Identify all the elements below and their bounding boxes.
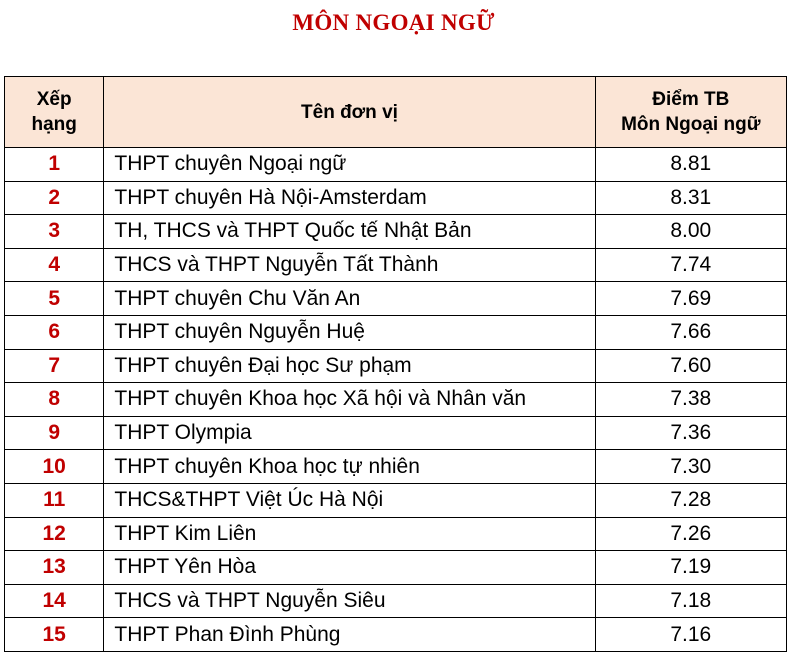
table-row <box>5 551 787 585</box>
table-row <box>5 315 787 349</box>
school-name-cell: THPT chuyên Khoa học tự nhiên <box>104 450 595 484</box>
rank-cell: 1 <box>5 148 104 182</box>
school-name-cell: THPT chuyên Đại học Sư phạm <box>104 349 595 383</box>
school-name-cell: THPT Phan Đình Phùng <box>104 618 595 652</box>
score-cell: 8.00 <box>595 215 786 249</box>
table-row <box>5 416 787 450</box>
rank-cell: 4 <box>5 248 104 282</box>
rank-cell: 7 <box>5 349 104 383</box>
school-name-cell: THCS và THPT Nguyễn Siêu <box>104 584 595 618</box>
score-cell: 8.31 <box>595 181 786 215</box>
rank-cell: 13 <box>5 551 104 585</box>
school-name-cell: THPT chuyên Nguyễn Huệ <box>104 315 595 349</box>
table-row <box>5 148 787 182</box>
rank-cell: 11 <box>5 483 104 517</box>
rank-cell: 12 <box>5 517 104 551</box>
table-row <box>5 215 787 249</box>
header-name-label: Tên đơn vị <box>301 101 398 123</box>
school-name-cell: THPT chuyên Hà Nội-Amsterdam <box>104 181 595 215</box>
header-name <box>104 77 595 148</box>
school-name-cell: THPT chuyên Ngoại ngữ <box>104 148 595 182</box>
school-name-cell: THPT chuyên Chu Văn An <box>104 282 595 316</box>
score-cell: 7.36 <box>595 416 786 450</box>
header-score-line2: Môn Ngoại ngữ <box>621 114 761 135</box>
score-cell: 7.60 <box>595 349 786 383</box>
score-cell: 7.74 <box>595 248 786 282</box>
rank-cell: 10 <box>5 450 104 484</box>
table-row <box>5 483 787 517</box>
score-cell: 7.30 <box>595 450 786 484</box>
score-cell: 7.66 <box>595 315 786 349</box>
school-name-cell: THPT Kim Liên <box>104 517 595 551</box>
table-row <box>5 181 787 215</box>
score-cell: 7.69 <box>595 282 786 316</box>
score-cell: 7.26 <box>595 517 786 551</box>
score-cell: 7.38 <box>595 383 786 417</box>
rank-cell: 6 <box>5 315 104 349</box>
rank-cell: 9 <box>5 416 104 450</box>
rank-cell: 5 <box>5 282 104 316</box>
rank-cell: 14 <box>5 584 104 618</box>
rank-cell: 2 <box>5 181 104 215</box>
rank-cell: 15 <box>5 618 104 652</box>
table-row <box>5 282 787 316</box>
rank-cell: 8 <box>5 383 104 417</box>
school-name-cell: THPT Olympia <box>104 416 595 450</box>
table-row <box>5 248 787 282</box>
ranking-table <box>4 76 787 652</box>
header-rank-line1: Xếp <box>36 89 72 110</box>
school-name-cell: THCS và THPT Nguyễn Tất Thành <box>104 248 595 282</box>
table-row <box>5 383 787 417</box>
table-row <box>5 349 787 383</box>
school-name-cell: THCS&THPT Việt Úc Hà Nội <box>104 483 595 517</box>
rank-cell: 3 <box>5 215 104 249</box>
table-row <box>5 517 787 551</box>
table-header-row <box>5 77 787 148</box>
score-cell: 7.16 <box>595 618 786 652</box>
page-title: MÔN NGOẠI NGỮ <box>292 10 495 35</box>
score-cell: 7.18 <box>595 584 786 618</box>
header-rank <box>5 77 104 148</box>
header-score <box>595 77 786 148</box>
header-rank-line2: hạng <box>31 114 77 135</box>
score-cell: 7.28 <box>595 483 786 517</box>
header-score-line1: Điểm TB <box>652 89 730 110</box>
school-name-cell: THPT chuyên Khoa học Xã hội và Nhân văn <box>104 383 595 417</box>
table-row <box>5 450 787 484</box>
score-cell: 8.81 <box>595 148 786 182</box>
school-name-cell: TH, THCS và THPT Quốc tế Nhật Bản <box>104 215 595 249</box>
score-cell: 7.19 <box>595 551 786 585</box>
school-name-cell: THPT Yên Hòa <box>104 551 595 585</box>
table-row <box>5 618 787 652</box>
table-row <box>5 584 787 618</box>
